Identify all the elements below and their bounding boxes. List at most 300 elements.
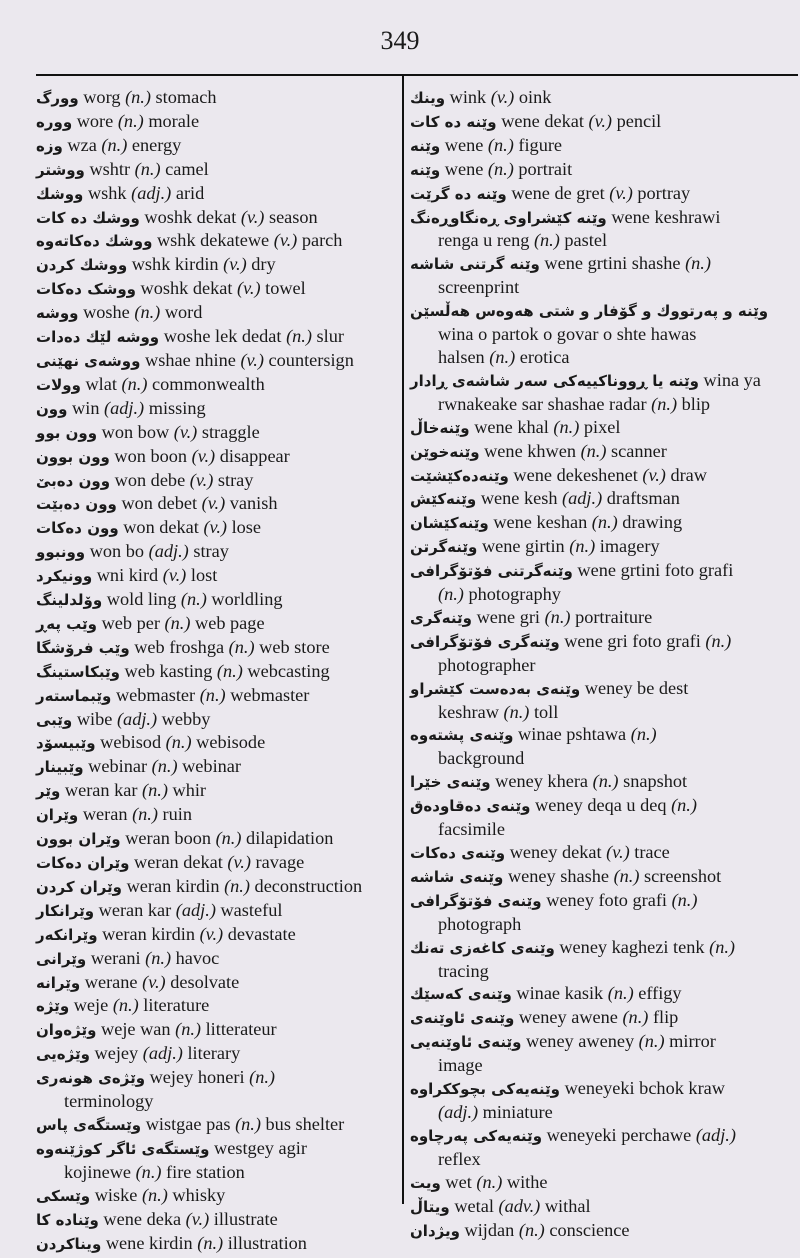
kurdish-term: ووشك دەكاتەوە (36, 232, 153, 251)
part-of-speech: (n.) (651, 393, 678, 414)
dictionary-entry (410, 770, 798, 794)
kurdish-term: وێب فرۆشگا (36, 638, 130, 657)
dictionary-entry (36, 971, 398, 995)
dictionary-entry (410, 982, 798, 1006)
transliteration: wijdan (464, 1219, 515, 1240)
transliteration: wene keshan (493, 512, 588, 533)
part-of-speech: (n.) (607, 983, 634, 1004)
continuation-text: photograph (438, 913, 522, 934)
part-of-speech: (n.) (580, 440, 607, 461)
part-of-speech: (n.) (101, 134, 128, 155)
definition: energy (131, 134, 182, 155)
transliteration: weran (82, 804, 128, 825)
definition: wasteful (220, 899, 283, 920)
kurdish-term: وێبینار (36, 758, 84, 777)
dictionary-entry (410, 1124, 798, 1148)
transliteration: weney deqa u deq (535, 795, 667, 816)
definition: erotica (515, 346, 570, 367)
dictionary-entry (410, 630, 798, 654)
part-of-speech: (n.) (199, 684, 226, 705)
dictionary-entry (36, 1042, 398, 1066)
entry-continuation (410, 747, 798, 770)
entry-continuation (410, 1054, 798, 1077)
kurdish-term: وێنەی ئاوێنەی (410, 1009, 515, 1028)
definition: morale (148, 110, 200, 131)
dictionary-entry (36, 182, 398, 206)
transliteration: weney aweney (525, 1031, 635, 1052)
dictionary-entry (410, 299, 798, 323)
part-of-speech: (v.) (201, 493, 226, 514)
transliteration: weran kar (98, 899, 172, 920)
transliteration: woshk dekat (144, 206, 237, 227)
part-of-speech: (n.) (224, 875, 250, 896)
part-of-speech: (n.) (286, 326, 312, 347)
part-of-speech: (n.) (518, 1219, 545, 1240)
dictionary-entry (410, 110, 798, 134)
dictionary-entry (410, 865, 798, 889)
transliteration: winae kasik (516, 983, 604, 1004)
dictionary-entry (36, 636, 398, 660)
transliteration: wshk kirdin (131, 254, 219, 275)
part-of-speech: (n.) (145, 947, 172, 968)
part-of-speech: (n.) (671, 795, 697, 816)
transliteration: westgey agir (214, 1137, 307, 1158)
definition: draftsman (606, 488, 680, 509)
definition: countersign (268, 349, 354, 370)
definition: portrait (518, 158, 573, 179)
transliteration: wene gri foto grafi (564, 630, 701, 651)
dictionary-entry (410, 1030, 798, 1054)
transliteration: weran dekat (134, 852, 223, 872)
definition: pixel (583, 416, 621, 437)
definition: stomach (155, 87, 217, 107)
transliteration: wejey (94, 1043, 139, 1064)
kurdish-term: وێنە دە گرێت (410, 184, 507, 203)
kurdish-term: وێستگەی پاس (36, 1115, 142, 1134)
dictionary-entry (410, 606, 798, 630)
dictionary-entry (36, 469, 398, 493)
kurdish-term: وون دەبێت (36, 495, 117, 514)
definition: flip (652, 1007, 679, 1028)
dictionary-entry (36, 923, 398, 947)
part-of-speech: (n.) (591, 512, 618, 533)
dictionary-entry (36, 206, 398, 230)
definition: portray (637, 182, 691, 203)
kurdish-term: وێنەی كاغەزی تەنك (410, 938, 555, 957)
transliteration: wene khal (474, 416, 549, 437)
dictionary-entry (36, 660, 398, 684)
entry-continuation (410, 276, 798, 299)
transliteration: wene grtini foto grafi (577, 560, 734, 581)
part-of-speech: (n.) (622, 1007, 649, 1028)
definition: conscience (549, 1219, 630, 1240)
transliteration: wni kird (96, 565, 159, 586)
part-of-speech: (v.) (490, 87, 515, 107)
definition: slur (316, 326, 344, 347)
part-of-speech: (n.) (117, 110, 144, 131)
definition: figure (518, 134, 563, 155)
dictionary-entry (36, 1018, 398, 1042)
entry-continuation (410, 323, 798, 346)
kurdish-term: وێنە و پەرتووك و گۆفار و شتی هەوەس هەڵسێن (410, 302, 769, 321)
continuation-text: halsen (438, 346, 490, 367)
kurdish-term: وێنەی فۆتۆگرافی (410, 891, 542, 910)
dictionary-entry (410, 369, 798, 393)
part-of-speech: (v.) (185, 1208, 210, 1229)
definition: bus shelter (265, 1113, 345, 1134)
transliteration: weney dekat (509, 842, 602, 862)
dictionary-entry (36, 86, 398, 110)
kurdish-term: ویتاڵ (410, 1197, 450, 1216)
part-of-speech: (n.) (613, 865, 640, 886)
kurdish-term: وێرانی (36, 949, 87, 968)
definition: arid (175, 182, 205, 203)
continuation-text: terminology (64, 1091, 154, 1112)
kurdish-term: وێنەخوێن (410, 442, 480, 461)
transliteration: werane (84, 971, 138, 992)
part-of-speech: (v.) (191, 445, 216, 466)
definition: illustration (227, 1232, 307, 1253)
transliteration: wet (445, 1171, 472, 1192)
kurdish-term: وێنە یا ڕووناکییەکی سەر شاشەی ڕادار (410, 371, 699, 390)
definition: straggle (201, 421, 260, 442)
transliteration: wibe (76, 708, 113, 729)
left-column (36, 86, 398, 1255)
entry-continuation (410, 229, 798, 252)
definition: screenshot (644, 865, 722, 886)
kurdish-term: وێنە (410, 136, 441, 155)
transliteration: wistgae pas (145, 1113, 231, 1134)
part-of-speech: (n.) (165, 732, 192, 753)
definition: dilapidation (246, 828, 334, 849)
kurdish-term: وێنەگرتنی فۆتۆگرافی (410, 562, 573, 581)
definition: photography (463, 584, 561, 605)
continuation-text: tracing (438, 960, 489, 981)
kurdish-term: وێرانكار (36, 901, 95, 920)
part-of-speech: (n.) (685, 253, 711, 274)
kurdish-term: وێنەكێشان (410, 514, 489, 533)
kurdish-term: ووشە لێك دەدات (36, 328, 160, 347)
kurdish-term: وینك (410, 89, 446, 107)
continuation-text: kojinewe (64, 1161, 136, 1182)
transliteration: won dekat (123, 517, 199, 538)
entry-continuation (410, 913, 798, 936)
kurdish-term: وێنەی شاشە (410, 867, 504, 886)
definition: blip (677, 393, 711, 414)
dictionary-entry (36, 827, 398, 851)
definition: portraiture (575, 606, 653, 627)
transliteration: wshae nhine (145, 349, 236, 370)
part-of-speech: (n.) (709, 936, 735, 957)
part-of-speech: (v.) (223, 254, 247, 275)
part-of-speech: (n.) (630, 724, 657, 745)
part-of-speech: (n.) (533, 230, 560, 251)
dictionary-entry (36, 708, 398, 732)
dictionary-entry (410, 440, 798, 464)
definition: webby (161, 708, 211, 729)
dictionary-entry (36, 803, 398, 827)
transliteration: wshk (87, 182, 127, 203)
transliteration: wene kirdin (105, 1232, 193, 1253)
kurdish-term: وێناده كا (36, 1210, 99, 1229)
transliteration: weneyeki perchawe (546, 1124, 692, 1145)
transliteration: weje (73, 995, 109, 1016)
part-of-speech: (n.) (121, 373, 148, 394)
dictionary-entry (36, 1208, 398, 1232)
dictionary-entry (410, 252, 798, 276)
definition: snapshot (623, 771, 688, 792)
transliteration: winae pshtawa (518, 724, 627, 745)
transliteration: woshe (83, 302, 130, 323)
kurdish-term: وون دەكات (36, 519, 119, 538)
transliteration: won debet (121, 493, 198, 514)
kurdish-term: وێنە گرتنی شاشە (410, 255, 540, 274)
transliteration: wene de gret (511, 182, 605, 203)
kurdish-term: وێنەی دەكات (410, 844, 506, 862)
definition: literary (187, 1043, 241, 1064)
dictionary-entry (410, 134, 798, 158)
continuation-text: rwnakeake sar shashae radar (438, 393, 652, 414)
part-of-speech: (n.) (638, 1031, 665, 1052)
transliteration: wlat (85, 373, 117, 394)
dictionary-entry (36, 253, 398, 277)
definition: illustrate (213, 1208, 278, 1229)
transliteration: woshk dekat (140, 278, 233, 299)
kurdish-term: وزە (36, 136, 63, 155)
transliteration: werani (90, 947, 141, 968)
continuation-text: image (438, 1055, 483, 1076)
transliteration: wetal (454, 1195, 494, 1216)
part-of-speech: (n.) (228, 636, 255, 657)
definition: draw (670, 464, 707, 485)
definition: effigy (638, 983, 682, 1004)
transliteration: weney foto grafi (546, 889, 667, 910)
kurdish-term: وون دەبێ (36, 471, 111, 490)
column-divider (402, 74, 404, 1204)
part-of-speech: (v.) (227, 852, 251, 872)
definition: towel (265, 278, 306, 299)
continuation-text: reflex (438, 1148, 481, 1169)
transliteration: wshk dekatewe (156, 230, 270, 251)
continuation-text: screenprint (438, 277, 520, 298)
part-of-speech: (adj.) (142, 1043, 183, 1064)
part-of-speech: (n.) (135, 1161, 162, 1182)
definition: drawing (622, 512, 683, 533)
definition: stray (193, 541, 229, 562)
kurdish-term: ووشە (36, 304, 79, 323)
definition: whir (172, 780, 207, 801)
kurdish-term: ووشتر (36, 160, 85, 179)
part-of-speech: (v.) (642, 464, 666, 485)
definition: worldling (211, 589, 283, 610)
dictionary-entry (410, 1077, 798, 1101)
kurdish-term: ویت (410, 1173, 441, 1192)
definition: ravage (255, 852, 305, 872)
transliteration: wene deka (103, 1208, 182, 1229)
part-of-speech: (n.) (544, 606, 571, 627)
kurdish-term: وولات (36, 375, 81, 394)
transliteration: won bow (101, 421, 170, 442)
dictionary-entry (36, 779, 398, 803)
dictionary-entry (36, 1113, 398, 1137)
kurdish-term: وێبیسۆد (36, 734, 96, 753)
transliteration: wene (444, 134, 484, 155)
kurdish-term: وورە (36, 112, 73, 131)
dictionary-entry (36, 277, 398, 301)
definition: lost (190, 565, 218, 586)
part-of-speech: (n.) (164, 612, 191, 633)
part-of-speech: (v.) (237, 278, 261, 299)
continuation-text: photographer (438, 654, 536, 675)
kurdish-term: وێنەی خێرا (410, 773, 491, 792)
continuation-text: keshraw (438, 701, 504, 722)
entry-continuation (410, 654, 798, 677)
definition: devastate (227, 923, 296, 944)
definition: withe (506, 1171, 548, 1192)
entry-continuation (410, 346, 798, 369)
transliteration: wejey honeri (149, 1067, 245, 1088)
definition: pastel (559, 230, 608, 251)
transliteration: weney shashe (507, 865, 609, 886)
dictionary-entry (36, 158, 398, 182)
dictionary-entry (36, 134, 398, 158)
dictionary-entry (410, 559, 798, 583)
transliteration: weran boon (125, 828, 211, 849)
kurdish-term: وون بوو (36, 423, 98, 442)
entry-continuation (410, 583, 798, 606)
right-column (410, 86, 798, 1242)
dictionary-entry (410, 1219, 798, 1243)
dictionary-entry (36, 540, 398, 564)
dictionary-entry (36, 612, 398, 636)
page-number: 349 (380, 26, 420, 55)
kurdish-term: وێنەخاڵ (410, 418, 470, 437)
kurdish-term: وون بوون (36, 447, 110, 466)
part-of-speech: (n.) (175, 1019, 202, 1040)
dictionary-entry (36, 445, 398, 469)
part-of-speech: (n.) (142, 780, 168, 801)
kurdish-term: وێستگەی ئاگر كوژێنەوە (36, 1139, 210, 1158)
dictionary-entry (36, 325, 398, 349)
transliteration: won bo (89, 541, 145, 562)
definition: webmaster (230, 684, 310, 705)
definition: miniature (478, 1101, 553, 1122)
transliteration: wene grtini shashe (544, 253, 681, 274)
definition: whisky (172, 1184, 226, 1205)
part-of-speech: (v.) (162, 565, 187, 586)
transliteration: weran kar (64, 780, 138, 801)
part-of-speech: (n.) (249, 1067, 276, 1088)
kurdish-term: وێنەی ئاوێنەیی (410, 1033, 522, 1052)
kurdish-term: وێران كردن (36, 877, 123, 896)
part-of-speech: (n.) (553, 416, 580, 437)
transliteration: webisod (100, 732, 162, 753)
dictionary-entry (36, 684, 398, 708)
transliteration: won boon (114, 445, 188, 466)
dictionary-entry (410, 1195, 798, 1219)
part-of-speech: (n.) (141, 1184, 168, 1205)
entry-continuation (410, 1101, 798, 1124)
definition: trace (634, 842, 670, 862)
part-of-speech: (adj.) (131, 182, 172, 203)
kurdish-term: وێنەیەكی پەرچاوە (410, 1126, 543, 1145)
kurdish-term: وێنەگری فۆتۆگرافی (410, 632, 560, 651)
transliteration: wene dekeshenet (513, 464, 638, 485)
dictionary-entry (410, 889, 798, 913)
entry-continuation (410, 818, 798, 841)
part-of-speech: (v.) (273, 230, 298, 251)
part-of-speech: (adj.) (148, 541, 189, 562)
dictionary-entry (36, 1137, 398, 1161)
dictionary-entry (410, 723, 798, 747)
dictionary-entry (36, 851, 398, 875)
definition: mirror (669, 1031, 716, 1052)
dictionary-entry (36, 349, 398, 373)
dictionary-entry (36, 994, 398, 1018)
kurdish-term: وێژە (36, 997, 70, 1016)
entry-continuation (36, 1161, 398, 1184)
definition: deconstruction (254, 875, 363, 896)
entry-continuation (410, 1148, 798, 1171)
transliteration: weran kirdin (102, 923, 196, 944)
part-of-speech: (n.) (592, 771, 619, 792)
part-of-speech: (adj.) (562, 488, 603, 509)
definition: parch (301, 230, 343, 251)
definition: literature (143, 995, 210, 1016)
part-of-speech: (n.) (134, 158, 161, 179)
transliteration: weney kaghezi tenk (559, 936, 705, 957)
definition: webinar (182, 756, 241, 777)
definition: scanner (611, 440, 667, 461)
kurdish-term: ووشك دە كات (36, 208, 140, 227)
definition: withal (544, 1195, 591, 1216)
part-of-speech: (n.) (197, 1232, 224, 1253)
part-of-speech: (n.) (489, 346, 516, 367)
dictionary-entry (410, 416, 798, 440)
part-of-speech: (adj.) (175, 899, 216, 920)
definition: stray (217, 469, 254, 490)
entry-continuation (410, 393, 798, 416)
transliteration: weney awene (518, 1007, 618, 1028)
kurdish-term: وێنەیەكی بچوككراوە (410, 1080, 560, 1099)
part-of-speech: (v.) (606, 842, 630, 862)
transliteration: wza (67, 134, 97, 155)
dictionary-entry (410, 158, 798, 182)
kurdish-term: ووشک دەکات (36, 280, 136, 299)
dictionary-entry (36, 229, 398, 253)
kurdish-term: وونيكرد (36, 567, 93, 586)
kurdish-term: ووشك (36, 184, 84, 203)
transliteration: worg (83, 87, 121, 107)
transliteration: wink (449, 87, 487, 107)
part-of-speech: (v.) (240, 206, 265, 227)
definition: web page (195, 612, 265, 633)
dictionary-entry (410, 487, 798, 511)
dictionary-entry (410, 841, 798, 865)
kurdish-term: وێرانكەر (36, 925, 98, 944)
dictionary-entry (410, 936, 798, 960)
kurdish-term: وێران (36, 806, 79, 825)
header-rule (36, 74, 798, 76)
dictionary-entry (36, 564, 398, 588)
kurdish-term: وێنەدەكێشێت (410, 466, 509, 485)
part-of-speech: (n.) (132, 804, 158, 825)
transliteration: web kasting (124, 660, 213, 681)
kurdish-term: وێژەوان (36, 1021, 97, 1040)
kurdish-term: وێنە كێشراوی ڕەنگاوڕەنگ (410, 208, 607, 227)
transliteration: wene kesh (480, 488, 558, 509)
part-of-speech: (n.) (503, 701, 530, 722)
